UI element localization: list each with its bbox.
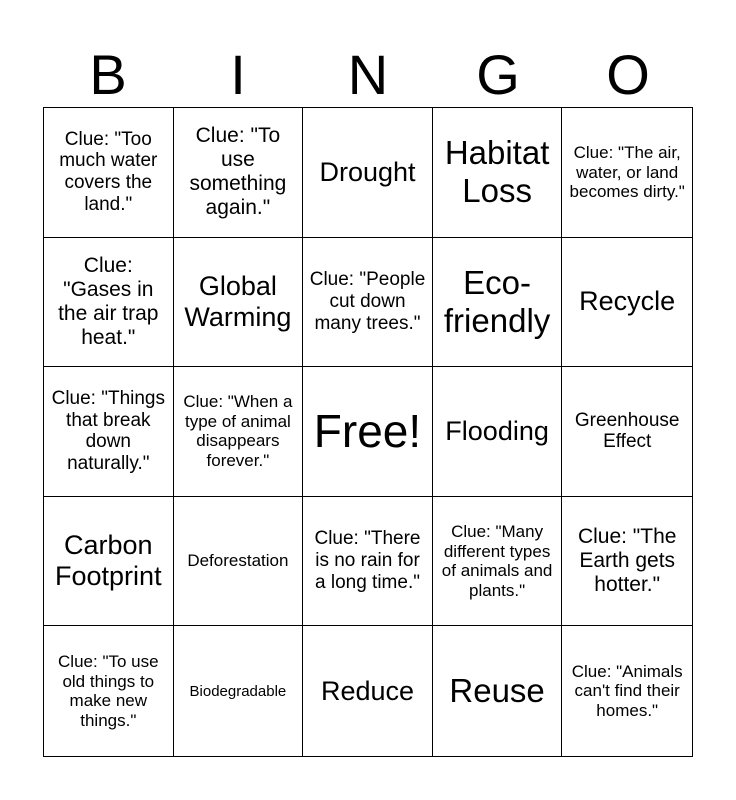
bingo-cell[interactable]: Clue: "People cut down many trees."	[303, 238, 433, 368]
bingo-cell[interactable]: Habitat Loss	[433, 108, 563, 238]
bingo-cell[interactable]: Biodegradable	[174, 626, 304, 756]
header-letter-i: I	[230, 43, 246, 106]
bingo-cell[interactable]: Clue: "Animals can't find their homes."	[571, 661, 683, 720]
bingo-cell[interactable]: Clue: "When a type of animal disappears forever."	[174, 367, 304, 497]
bingo-cell[interactable]: Clue: "Too much water covers the land."	[44, 108, 174, 238]
bingo-cell[interactable]: Clue: "To use old things to make new things."	[44, 626, 174, 756]
bingo-cell[interactable]: Drought	[303, 108, 433, 238]
bingo-cell[interactable]: Clue: "The air, water, or land becomes dirty."	[562, 108, 692, 238]
header-letter-g: G	[476, 43, 520, 106]
bingo-cell[interactable]: Eco-friendly	[433, 238, 563, 368]
bingo-cell[interactable]: Carbon Footprint	[44, 497, 174, 627]
bingo-cell[interactable]: Deforestation	[174, 497, 304, 627]
bingo-cell[interactable]: Global Warming	[174, 238, 304, 368]
bingo-cell[interactable]: Clue: "There is no rain for a long time."	[303, 497, 433, 627]
bingo-cell[interactable]: Clue: "To use something again."	[174, 108, 304, 238]
bingo-cell[interactable]: Clue: "Gases in the air trap heat."	[44, 238, 174, 368]
bingo-cell[interactable]: Reduce	[303, 626, 433, 756]
bingo-cell[interactable]: Clue: "Things that break down naturally."	[44, 367, 174, 497]
bingo-cell[interactable]: Reuse	[433, 626, 563, 756]
bingo-cell[interactable]: Recycle	[562, 238, 692, 368]
free-space[interactable]: Free!	[303, 367, 433, 497]
bingo-cell[interactable]: Flooding	[433, 367, 563, 497]
bingo-cell[interactable]: Clue: "Many different types of animals and plants."	[433, 497, 563, 627]
bingo-grid	[43, 107, 693, 757]
bingo-header	[43, 42, 693, 108]
header-letter-o: O	[606, 43, 650, 106]
header-letter-n: N	[347, 43, 389, 106]
bingo-cell[interactable]: Greenhouse Effect	[562, 367, 692, 497]
bingo-cell[interactable]: Clue: "The Earth gets hotter."	[562, 497, 692, 627]
header-letter-b: B	[89, 43, 127, 106]
